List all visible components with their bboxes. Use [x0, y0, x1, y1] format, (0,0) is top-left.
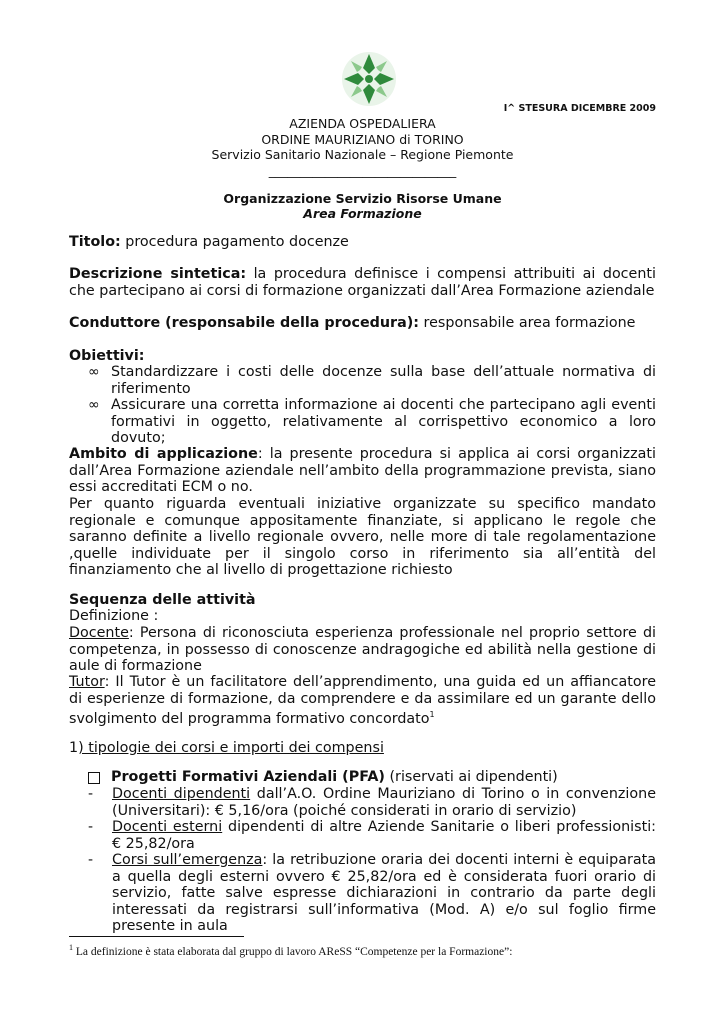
footnote-num: 1 — [69, 943, 73, 952]
pfa-item-label: Corsi sull’emergenza — [112, 852, 263, 868]
ambito-paragraph-2: Per quanto riguarda eventuali iniziative organizzate su specifico mandato regionale e comunque appositamente finanziate, si applicano le regole che saranno definite a livello regionale ovvero, nelle more di tale regolamentazione ,quelle individuate per il singolo corso in riferimento sia all’entità del finanziamento che al livello di progettazione richiesto — [69, 496, 656, 579]
docente-label: Docente — [69, 625, 129, 641]
pfa-item-text: dipendenti di altre Aziende Sanitarie o liberi professionisti: € 25,82/ora — [112, 819, 656, 852]
sequenza-label: Sequenza delle attività — [69, 592, 256, 608]
header-line-3: Servizio Sanitario Nazionale – Regione Piemonte — [211, 147, 514, 162]
pfa-item — [112, 819, 656, 852]
org-name: Organizzazione Servizio Risorse Umane — [223, 191, 502, 206]
ambito-paragraph — [69, 446, 656, 496]
pfa-note: (riservati ai dipendenti) — [384, 769, 558, 785]
mauriziano-cross-logo — [340, 50, 398, 108]
infinity-bullet-icon: ∞ — [88, 397, 100, 413]
pfa-item-label: Docenti dipendenti — [112, 786, 251, 802]
dash-bullet: - — [88, 786, 94, 802]
descrizione-paragraph — [69, 266, 656, 299]
docente-definition — [69, 625, 656, 675]
draft-date: I^ STESURA DICEMBRE 2009 — [503, 103, 656, 114]
header-line-1: AZIENDA OSPEDALIERA — [289, 116, 436, 131]
tipologie-label: ) tipologie dei corsi e importi dei compensi — [78, 740, 384, 756]
definizione-label: Definizione : — [69, 608, 159, 624]
checkbox-icon — [88, 772, 100, 784]
pfa-label: Progetti Formativi Aziendali (PFA) — [111, 769, 385, 785]
descrizione-value: la procedura definisce i compensi attribuiti ai docenti che partecipano ai corsi di formazione organizzati dall’Area Formazione aziendale — [69, 266, 656, 299]
tutor-label: Tutor — [69, 674, 105, 690]
org-area: Area Formazione — [303, 206, 422, 221]
header-rule: ______________________________ — [268, 162, 457, 178]
header-line-2: ORDINE MAURIZIANO di TORINO — [261, 131, 464, 147]
tutor-text: : Il Tutor è un facilitatore dell’apprendimento, una guida ed un affiancatore di esperienze di formazione, da comprendere e da assimilare ed un garante dello svolgimento del programma formativo concordato — [69, 674, 656, 727]
ambito-text-1: : la presente procedura si applica ai corsi organizzati dall’Area Formazione aziendale nell’ambito della programmazione prevista, siano essi accreditati ECM o no. — [69, 446, 656, 496]
tutor-definition — [69, 674, 656, 728]
footnote-separator — [69, 936, 244, 937]
obiettivo-item: Standardizzare i costi delle docenze sulla base dell’attuale normativa di riferimento — [111, 364, 656, 397]
conduttore-label: Conduttore (responsabile della procedura): — [69, 315, 420, 331]
ambito-label: Ambito di applicazione — [69, 446, 258, 462]
titolo-label: Titolo: — [69, 234, 121, 250]
titolo-value: procedura pagamento docenze — [120, 234, 349, 250]
pfa-item-text: dall’A.O. Ordine Mauriziano di Torino o in convenzione (Universitari): € 5,16/ora (poiché considerati in orario di servizio) — [112, 786, 656, 819]
tipologie-heading — [69, 740, 656, 757]
conduttore-paragraph — [69, 315, 656, 332]
pfa-item-label: Docenti esterni — [112, 819, 223, 835]
descrizione-label: Descrizione sintetica: — [69, 266, 247, 282]
pfa-item — [112, 786, 656, 819]
footnote-text: La definizione è stata elaborata dal gruppo di lavoro AReSS “Competenze per la Formazione”: — [73, 945, 513, 958]
titolo-paragraph — [69, 234, 656, 251]
institution-header — [69, 116, 656, 178]
pfa-item-text: : la retribuzione oraria dei docenti interni è equiparata a quella degli esterni ovvero € 25,82/ora ed è considerata fuori orario di servizio, fatte salve espresse dichiarazioni in contrario da parte degli interessati da registrarsi sull’informativa (Mod. A) e/o sul foglio firme presente in aula — [112, 852, 656, 935]
docente-text: : Persona di riconosciuta esperienza professionale nel proprio settore di competenza, in possesso di conoscenze andragogiche ed abilità nella gestione di aule di formazione — [69, 625, 656, 675]
footnote-ref: 1 — [429, 710, 435, 720]
pfa-heading — [111, 769, 656, 786]
dash-bullet: - — [88, 819, 94, 835]
conduttore-value: responsabile area formazione — [419, 315, 636, 331]
infinity-bullet-icon: ∞ — [88, 364, 100, 380]
obiettivi-label: Obiettivi: — [69, 348, 145, 364]
tipologie-num: 1 — [69, 740, 79, 756]
obiettivo-item: Assicurare una corretta informazione ai docenti che partecipano agli eventi formativi in oggetto, relativamente al corrispettivo economico a loro dovuto; — [111, 397, 656, 447]
footnote — [69, 943, 659, 958]
dash-bullet: - — [88, 852, 94, 868]
pfa-item — [112, 852, 656, 935]
